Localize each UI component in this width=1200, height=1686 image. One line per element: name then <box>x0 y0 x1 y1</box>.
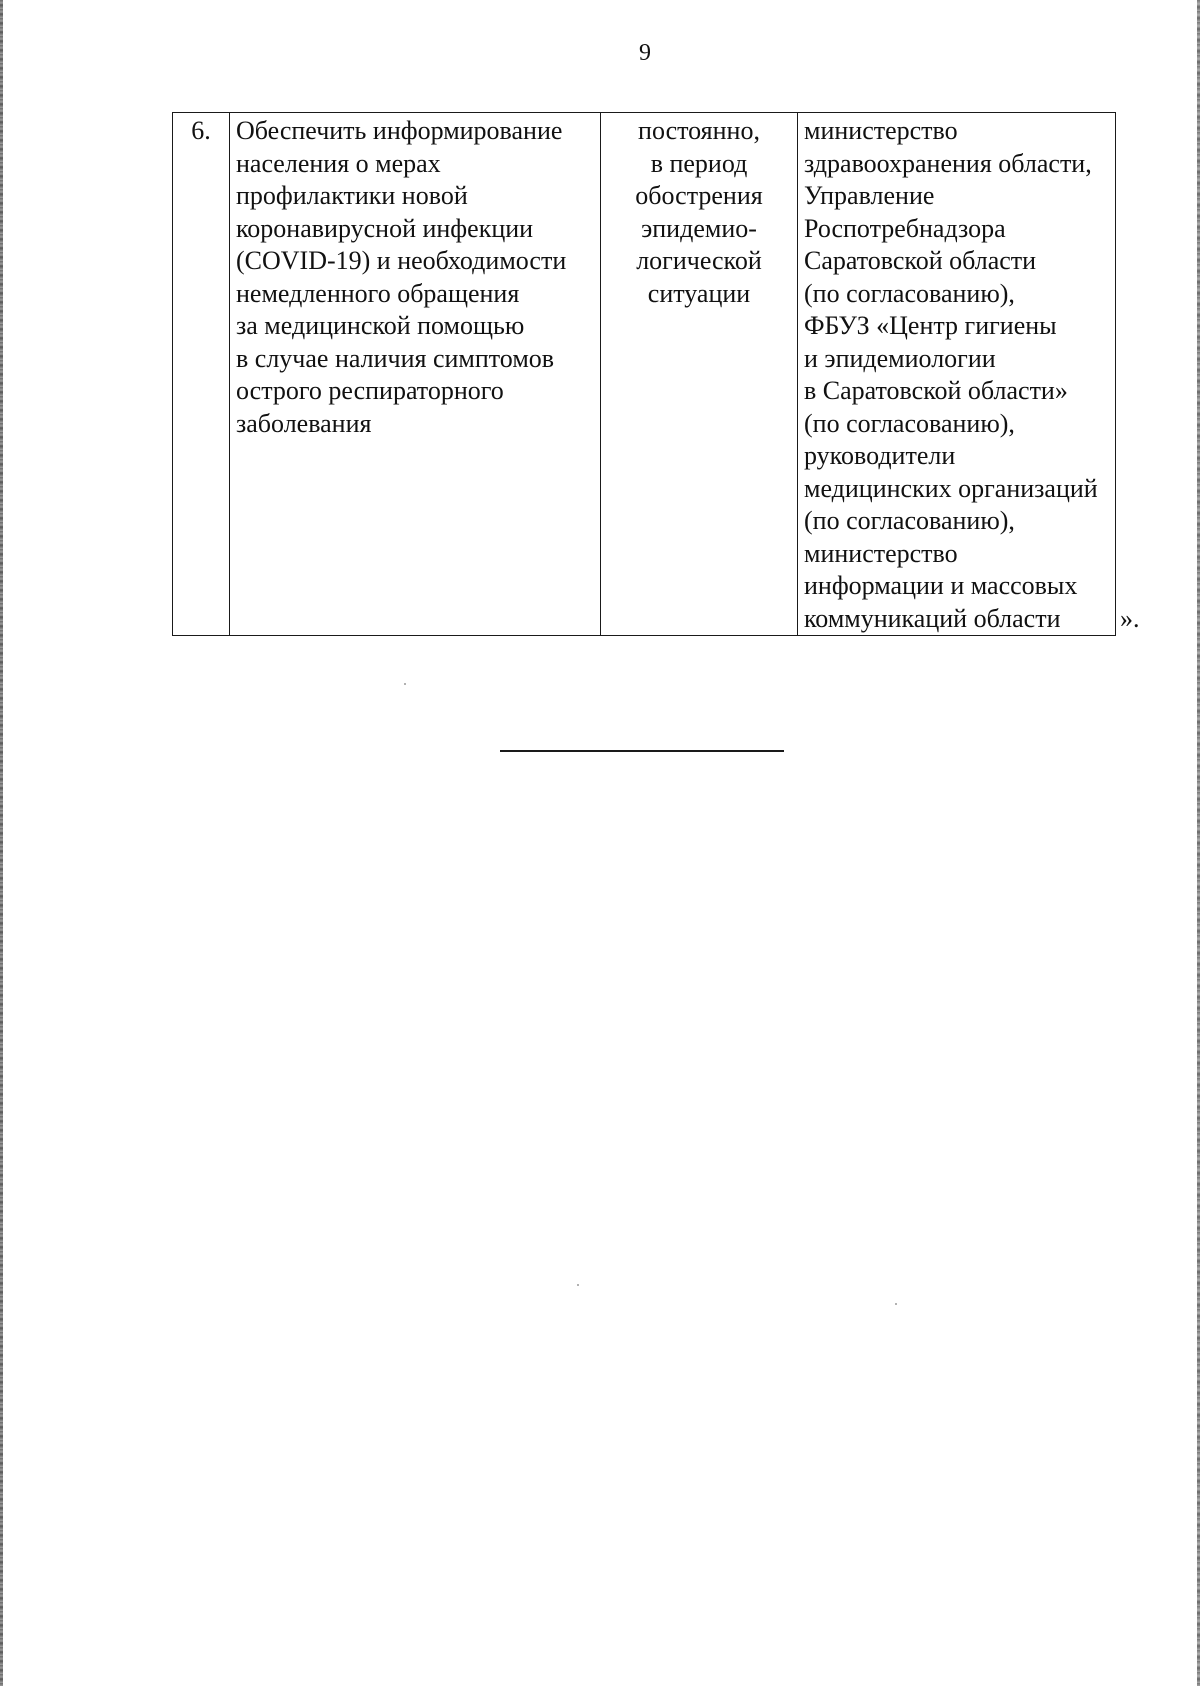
term-line: ситуации <box>647 278 751 308</box>
action-line: населения о мерах <box>236 148 441 178</box>
executor-line: коммуникаций области <box>804 603 1061 633</box>
executor-line: информации и массовых <box>804 571 1078 600</box>
executor-line: (по согласованию), <box>804 408 1015 438</box>
term-line: в период <box>650 148 748 178</box>
executor-line: Управление <box>804 181 935 210</box>
term-line: постоянно, <box>638 116 760 145</box>
executor-line: (по согласованию), <box>804 278 1015 308</box>
executors-cell <box>798 113 1116 636</box>
scan-speck <box>895 1303 897 1305</box>
executor-line: руководители <box>804 441 956 470</box>
closing-quote: ». <box>1120 604 1140 633</box>
action-line: острого респираторного <box>236 376 504 405</box>
action-line: в случае наличия симптомов <box>236 343 555 373</box>
row-number: 6. <box>191 116 211 145</box>
scan-speck <box>577 1284 579 1286</box>
action-line: заболевания <box>236 408 372 438</box>
measures-table <box>172 112 1116 636</box>
executor-line: министерство <box>804 116 958 145</box>
action-line: за медицинской помощью <box>236 311 525 340</box>
scan-speck <box>404 683 406 685</box>
executor-line: Роспотребнадзора <box>804 213 1006 243</box>
action-line: профилактики новой <box>236 181 468 210</box>
table-row <box>173 113 1116 636</box>
executor-line: и эпидемиологии <box>804 343 996 373</box>
row-number-cell <box>173 113 230 636</box>
action-line: немедленного обращения <box>236 278 520 308</box>
scan-edge-left <box>0 0 3 1686</box>
executor-line: в Саратовской области» <box>804 376 1068 405</box>
executor-line: министерство <box>804 538 958 568</box>
executor-line: ФБУЗ «Центр гигиены <box>804 311 1057 340</box>
term-line: эпидемио- <box>641 213 757 243</box>
term-line: логической <box>636 246 762 275</box>
term-line: обострения <box>635 181 763 210</box>
end-divider <box>500 750 784 752</box>
executor-line: медицинских организаций <box>804 473 1098 503</box>
action-line: Обеспечить информирование <box>236 116 563 145</box>
action-line: (COVID-19) и необходимости <box>236 246 567 275</box>
action-cell <box>230 113 601 636</box>
page-number: 9 <box>639 40 651 66</box>
executor-line: (по согласованию), <box>804 506 1015 535</box>
action-line: коронавирусной инфекции <box>236 213 534 243</box>
term-cell <box>601 113 798 636</box>
executor-line: здравоохранения области, <box>804 148 1092 178</box>
executor-line: Саратовской области <box>804 246 1037 275</box>
